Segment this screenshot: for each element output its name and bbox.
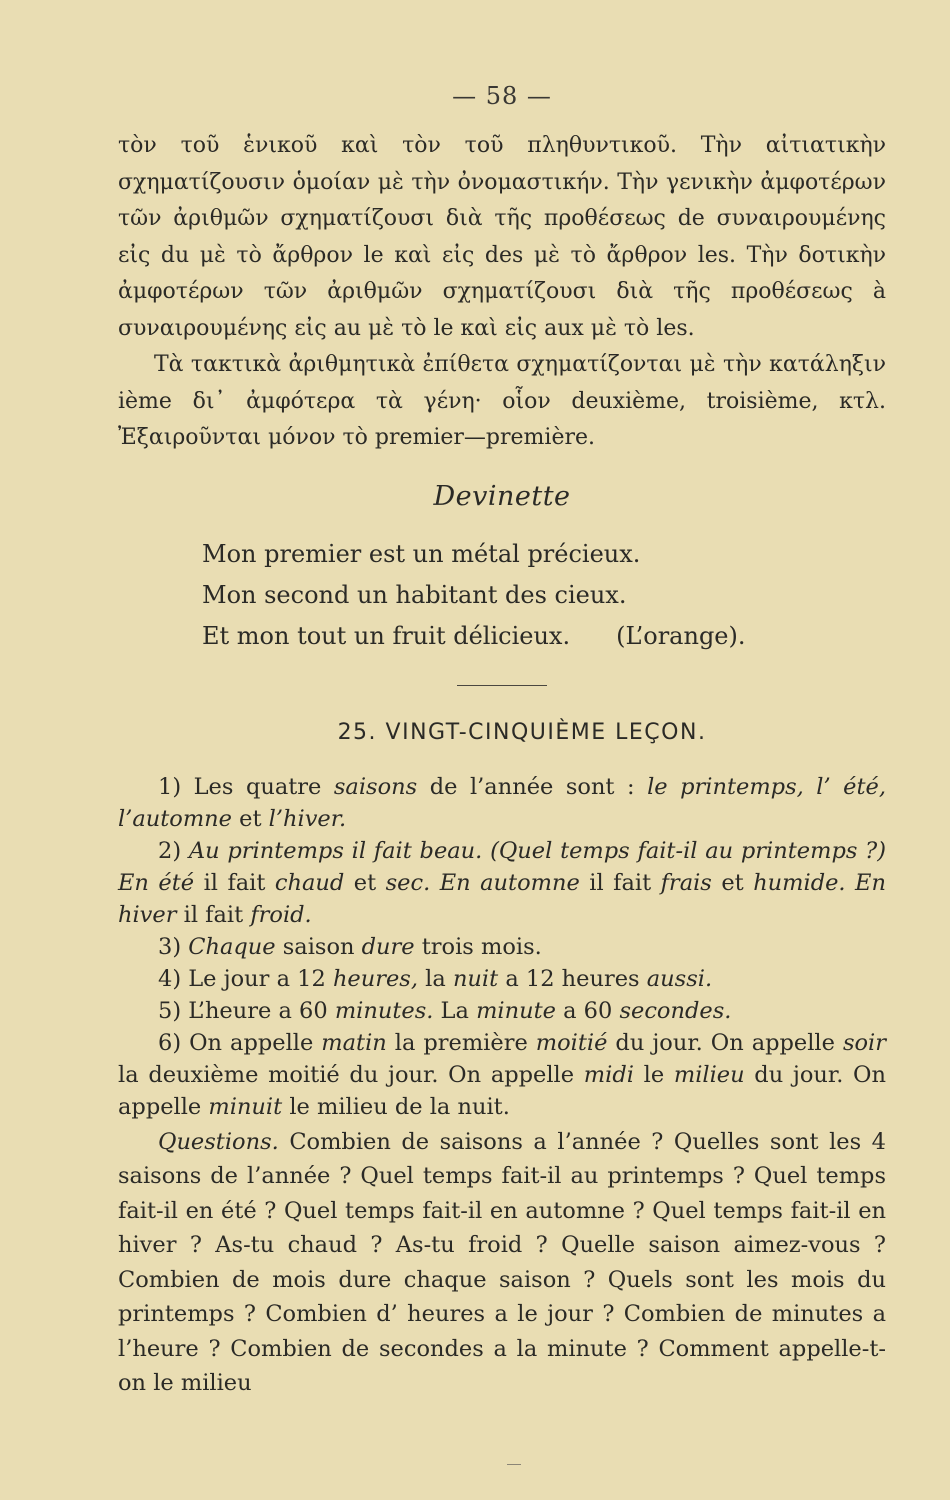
questions-text: Combien de saisons a l’année ? Quelles sont les 4 saisons de l’année ? Quel temps fait-il au printemps ? Quel temps fait-il en été ? Quel temps fait-il en automne ? Quel temps fait-il en hiver ? As-tu chaud ? As-tu froid ? Quelle saison aimez-vous ? Combien de mois dure chaque saison ? Quels sont les mois du printemps ? Combien d’ heures a le jour ? Combien de minutes a l’heure ? Combien de secondes a la minute ? Comment appelle-t-on le milieu (118, 1128, 886, 1396)
devinette-title: Devinette (433, 480, 571, 512)
greek-paragraph-1: τὸν τοῦ ἑνικοῦ καὶ τὸν τοῦ πληθυντικοῦ. Τὴν αἰτιατικὴν σχηματίζουσιν ὁμοίαν μὲ τὴν ὀνομαστικήν. Τὴν γενικὴν ἀμφοτέρων τῶν ἀριθμῶν σχηματίζουσι διὰ τῆς προθέσεως de συναιρουμένης εἰς du μὲ τὸ ἄρθρον le καὶ εἰς des μὲ τὸ ἄρθρον les. Τὴν δοτικὴν ἀμφοτέρων τῶν ἀριθμῶν σχηματίζουσι διὰ τῆς προθέσεως à συναιρουμένης εἰς au μὲ τὸ le καὶ εἰς aux μὲ τὸ les. (118, 133, 886, 341)
poem-line-3 (202, 616, 886, 657)
riddle-answer: (L’orange). (616, 621, 746, 650)
lesson-item-4: 4) Le jour a 12 heures, la nuit a 12 heures aussi. (158, 965, 713, 992)
page-number: — 58 — (452, 82, 552, 110)
lesson-title: 25. VINGT-CINQUIÈME LEÇON. (337, 719, 707, 745)
poem-line-2: Mon second un habitant des cieux. (202, 580, 627, 609)
lesson-item-1: 1) Les quatre saisons de l’année sont : le printemps, l’ été, l’automne et l’hiver. (118, 773, 887, 832)
devinette-poem (118, 534, 886, 657)
lesson-item-5: 5) L’heure a 60 minutes. La minute a 60 secondes. (158, 997, 732, 1024)
poem-line-1: Mon premier est un métal précieux. (202, 539, 641, 568)
lesson-item-3: 3) Chaque saison dure trois mois. (158, 933, 542, 960)
section-divider (457, 685, 547, 686)
bottom-mark (507, 1464, 521, 1465)
greek-paragraph-2: Τὰ τακτικὰ ἀριθμητικὰ ἐπίθετα σχηματίζονται μὲ τὴν κατάληξιν ième δι᾽ ἀμφότερα τὰ γένη· οἷον deuxième, troisième, κτλ. Ἐξαιροῦνται μόνον τὸ premier—première. (118, 352, 886, 450)
lesson-item-6: 6) On appelle matin la première moitié du jour. On appelle soir la deuxième moitié du jour. On appelle midi le milieu du jour. On appelle minuit le milieu de la nuit. (118, 1029, 886, 1120)
questions-label: Questions. (158, 1128, 279, 1155)
lesson-item-2: 2) Au printemps il fait beau. (Quel temps fait-il au printemps ?) En été il fait chaud et sec. En automne il fait frais et humide. En hiver il fait froid. (118, 837, 886, 928)
poem-line-3-text: Et mon tout un fruit délicieux. (202, 621, 571, 650)
book-page (118, 82, 886, 1401)
lesson-questions (118, 1125, 886, 1401)
